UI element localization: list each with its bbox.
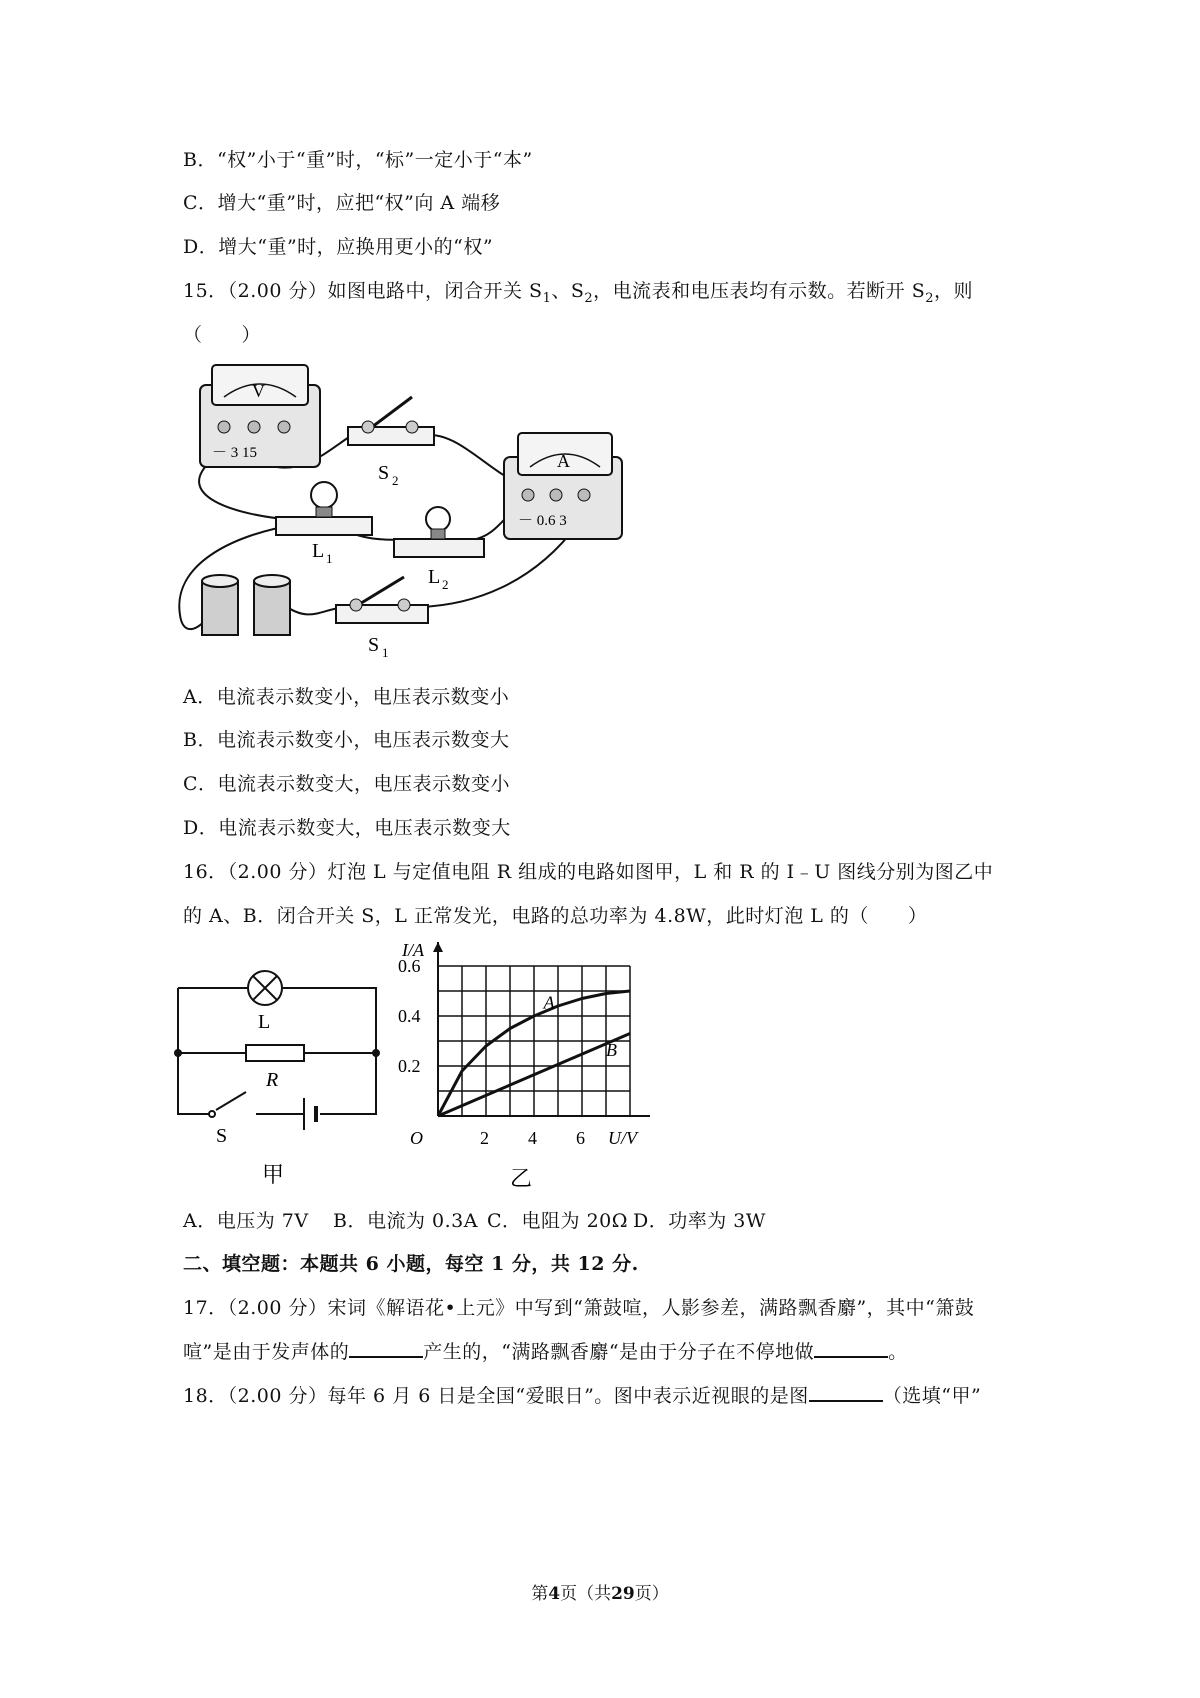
- q16-option-a: A．电压为 7V: [183, 1210, 309, 1232]
- q15-paren: （ ）: [183, 324, 262, 346]
- ammeter-letter: A: [557, 451, 570, 471]
- voltmeter-scale: － 3 15: [212, 445, 258, 461]
- svg-text:2: 2: [392, 473, 399, 488]
- q16-iu-graph: [390, 938, 650, 1193]
- y-tick-label: 0.2: [398, 1056, 421, 1076]
- resistor-symbol: [246, 1045, 304, 1061]
- q14-option-c: C．增大“重”时，应把“权”向 A 端移: [183, 192, 501, 214]
- circuit-caption: 甲: [262, 1162, 285, 1187]
- lamp-l1: [276, 482, 372, 566]
- y-tick-label: 0.4: [398, 1006, 421, 1026]
- q16-circuit-jia: [168, 960, 388, 1190]
- q15-option-c: C．电流表示数变大，电压表示数变小: [183, 773, 511, 795]
- q15-option-d: D．电流表示数变大，电压表示数变大: [183, 817, 511, 839]
- ammeter: [504, 433, 622, 539]
- switch-label: S: [216, 1125, 228, 1147]
- q18-line1: 18．（2.00 分）每年 6 月 6 日是全国“爱眼日”。图中表示近视眼的是图 （选填“甲”: [183, 1381, 981, 1408]
- svg-text:S: S: [378, 462, 390, 484]
- battery-pack: [202, 575, 290, 635]
- q15-stem: 15．（2.00 分）如图电路中，闭合开关 $S_1$、$S_2$，电流表和电压表均有示数。若断开 $S_2$，则: [183, 280, 974, 306]
- voltmeter-letter: V: [252, 381, 265, 401]
- q15-circuit-figure: [172, 355, 632, 660]
- resistor-label: R: [266, 1069, 279, 1091]
- x-tick-label: 2: [480, 1128, 489, 1148]
- q16-stem-line2: 的 A、B．闭合开关 S，L 正常发光，电路的总功率为 4.8W，此时灯泡 L 的（ ）: [183, 905, 928, 927]
- q16-stem-line1: 16．（2.00 分）灯泡 L 与定值电阻 R 组成的电路如图甲，L 和 R 的 I﹣U 图线分别为图乙中: [183, 861, 994, 883]
- q14-option-d: D．增大“重”时，应换用更小的“权”: [183, 236, 494, 258]
- page-number: 4: [548, 1584, 561, 1604]
- svg-text:2: 2: [442, 577, 449, 592]
- page-total: 29: [611, 1584, 635, 1604]
- x-axis-label: U/V: [608, 1128, 637, 1148]
- voltmeter: [200, 365, 320, 467]
- svg-text:1: 1: [326, 551, 333, 566]
- q18-blank-1[interactable]: [809, 1382, 883, 1402]
- x-tick-label: 6: [576, 1128, 585, 1148]
- page-footer: 第4页（共29页）: [531, 1584, 669, 1604]
- y-axis-label: I/A: [402, 940, 424, 960]
- svg-text:L: L: [312, 540, 325, 562]
- switch-symbol: [209, 1111, 215, 1117]
- svg-text:1: 1: [382, 645, 389, 660]
- battery-symbol: [304, 1098, 316, 1130]
- q15-option-a: A．电流表示数变小，电压表示数变小: [183, 686, 510, 708]
- switch-s1: [336, 577, 428, 660]
- svg-text:S: S: [368, 634, 380, 656]
- y-axis-arrow: [433, 942, 443, 952]
- section2-title: 二、填空题：本题共 6 小题，每空 1 分，共 12 分.: [183, 1253, 639, 1275]
- q14-option-b: B．“权”小于“重”时，“标”一定小于“本”: [183, 149, 533, 171]
- lamp-label: L: [258, 1011, 271, 1033]
- lamp-symbol: [248, 971, 282, 1005]
- q17-line1: 17．（2.00 分）宋词《解语花•上元》中写到“箫鼓喧，人影参差，满路飘香麝”，其中“箫鼓: [183, 1297, 975, 1319]
- x-tick-label: 4: [528, 1128, 537, 1148]
- q17-blank-2[interactable]: [814, 1338, 888, 1358]
- svg-text:L: L: [428, 566, 441, 588]
- q17-line2: 喧”是由于发声体的 产生的，“满路飘香麝“是由于分子在不停地做 。: [183, 1337, 908, 1364]
- ammeter-scale: － 0.6 3: [518, 513, 567, 529]
- q17-blank-1[interactable]: [349, 1338, 423, 1358]
- switch-s2: [348, 397, 434, 488]
- y-tick-label: 0.6: [398, 956, 421, 976]
- q16-options: [183, 1206, 766, 1233]
- origin-label: O: [410, 1128, 423, 1148]
- q16-option-d: D．功率为 3W: [633, 1210, 766, 1232]
- graph-caption: 乙: [510, 1166, 533, 1191]
- lamp-l2: [394, 507, 484, 592]
- q15-option-b: B．电流表示数变小，电压表示数变大: [183, 729, 510, 751]
- q16-option-c: C．电阻为 20Ω: [487, 1210, 629, 1232]
- q16-option-b: B．电流为 0.3A: [333, 1210, 478, 1232]
- series-label-A: A: [543, 992, 555, 1013]
- series-label-B: B: [606, 1040, 617, 1060]
